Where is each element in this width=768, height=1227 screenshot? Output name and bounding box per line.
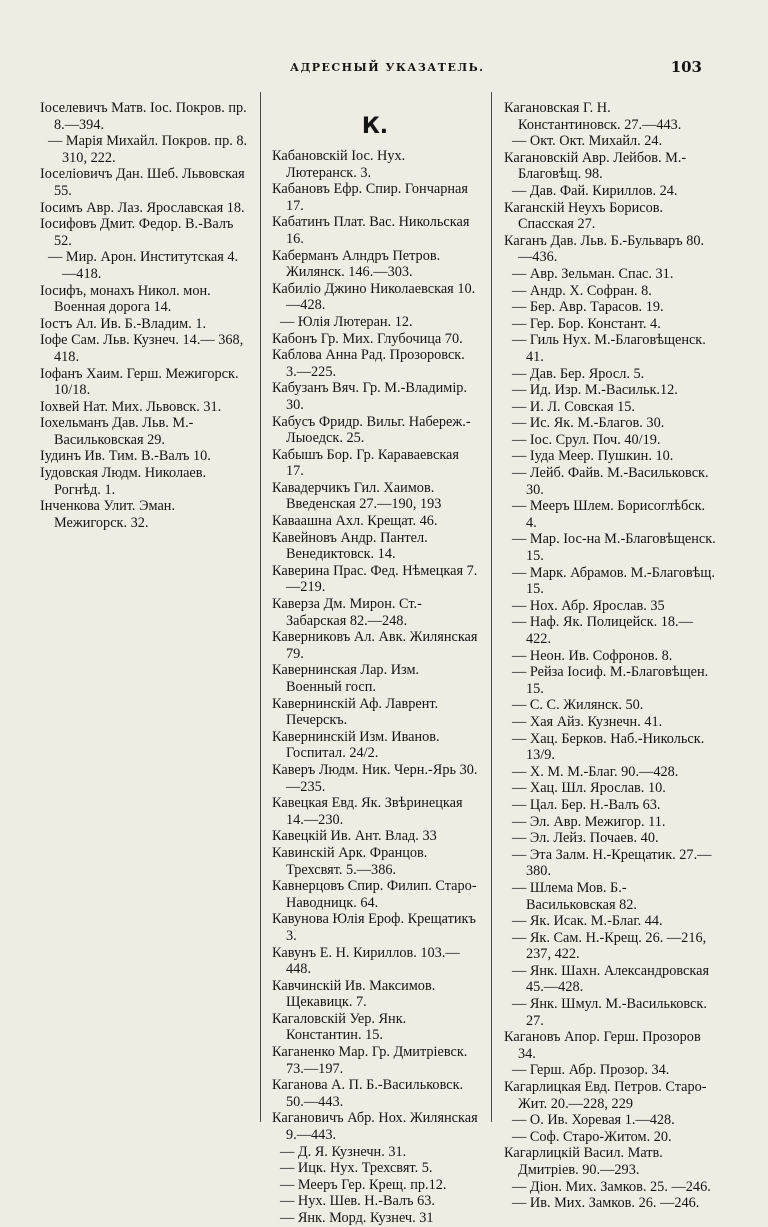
directory-entry: Кагановъ Апор. Герш. Прозоров 34. — [504, 1029, 705, 1062]
directory-entry: Кавернинская Лар. Изм. Военный госп. — [272, 662, 423, 695]
directory-entry: Кабановскій Іос. Нух. Лютеранск. 3. — [272, 148, 409, 181]
directory-entry: — Ив. Мих. Замков. 26. —246. — [512, 1195, 700, 1212]
page-number: 103 — [670, 58, 702, 76]
directory-entry: — Іуда Меер. Пушкин. 10. — [512, 448, 674, 465]
directory-entry: — Мар. Іос-на М.-Благовѣщенск. 15. — [512, 531, 720, 565]
directory-entry: — Нух. Шев. Н.-Валъ 63. — [280, 1193, 435, 1210]
column-divider — [491, 92, 492, 1122]
directory-entry: Кавунъ Е. Н. Кириллов. 103.—448. — [272, 944, 460, 978]
directory-entry: Кабышъ Бор. Гр. Караваевская 17. — [272, 446, 463, 480]
directory-entry: — Бер. Авр. Тарасов. 19. — [512, 299, 664, 316]
directory-entry: Іохельманъ Дав. Льв. М.-Васильковская 29. — [40, 415, 194, 448]
directory-entry: Іоселіовичъ Дан. Шеб. Львовская 55. — [40, 166, 249, 199]
directory-entry: — Андр. Х. Софран. 8. — [512, 282, 652, 299]
directory-entry: — Ид. Изр. М.-Васильк.12. — [512, 382, 678, 399]
directory-entry: — Эл. Лейз. Почаев. 40. — [512, 830, 659, 847]
directory-entry: — Янк. Морд. Кузнеч. 31 — [280, 1210, 434, 1226]
directory-entry: Кавецкій Ив. Ант. Влад. 33 — [272, 828, 437, 845]
directory-entry: Каверъ Людм. Ник. Черн.-Ярь 30.—235. — [272, 761, 478, 795]
directory-entry: Іосифъ, монахъ Никол. мон. Военная дорога 14. — [40, 282, 215, 316]
directory-entry: Каганенко Мар. Гр. Дмитріевск. 73.—197. — [272, 1044, 471, 1077]
directory-entry: — Янк. Шахн. Александровская 45.—428. — [512, 962, 713, 996]
directory-entry: Каваашна Ахл. Крещат. 46. — [272, 513, 438, 530]
directory-entry: — Наф. Як. Полицейск. 18.—422. — [512, 614, 693, 647]
directory-entry: — Гер. Бор. Констант. 4. — [512, 315, 661, 332]
directory-entry: — Лейб. Файв. М.-Васильковск. 30. — [512, 465, 713, 498]
directory-entry: — Эл. Авр. Межигор. 11. — [512, 813, 666, 830]
directory-entry: — Мееръ Шлем. Борисоглѣбск. 4. — [512, 498, 709, 531]
directory-entry: — Дав. Бер. Яросл. 5. — [512, 365, 645, 382]
directory-entry: Кабусъ Фридр. Вильг. Набереж.-Лыоедск. 25. — [272, 413, 471, 447]
directory-entry: Кагановская Г. Н. Константиновск. 27.—443. — [504, 100, 682, 133]
directory-entry: — Хац. Берков. Наб.-Никольск. 13/9. — [512, 730, 708, 764]
directory-entry: Іудинъ Ив. Тим. В.-Валъ 10. — [40, 448, 211, 465]
directory-entry: Кавейновъ Андр. Пантел. Венедиктовск. 14. — [272, 529, 432, 563]
column-3 — [504, 100, 720, 1212]
directory-entry: Інченкова Улит. Эман. Межигорск. 32. — [40, 498, 179, 531]
directory-entry: — Ис. Як. М.-Благов. 30. — [512, 415, 665, 432]
directory-entry: — Дав. Фай. Кириллов. 24. — [512, 182, 678, 199]
directory-entry: — С. С. Жилянск. 50. — [512, 697, 644, 714]
directory-entry: Іофе Сам. Льв. Кузнеч. 14.— 368, 418. — [40, 332, 247, 365]
directory-entry: — Цал. Бер. Н.-Валъ 63. — [512, 796, 661, 813]
directory-entry: — Як. Исак. М.-Благ. 44. — [512, 913, 663, 930]
column-divider — [260, 92, 261, 1122]
directory-entry: Кабонъ Гр. Мих. Глубочица 70. — [272, 330, 463, 347]
directory-entry: Іоселевичъ Матв. Іос. Покров. пр. 8.—394. — [40, 100, 251, 133]
directory-entry: Іосимъ Авр. Лаз. Ярославская 18. — [40, 199, 245, 216]
directory-entry: Іосифовъ Дмит. Федор. В.-Валъ 52. — [40, 216, 237, 249]
directory-entry: Кабузанъ Вяч. Гр. М.-Владимір. 30. — [272, 380, 471, 413]
directory-entry: — Неон. Ив. Софронов. 8. — [512, 647, 673, 664]
directory-entry: — Хая Айз. Кузнечн. 41. — [512, 713, 663, 730]
directory-entry: — Хац. Шл. Ярослав. 10. — [512, 780, 666, 797]
directory-entry: — Янк. Шмул. М.-Васильковск. 27. — [512, 996, 711, 1029]
directory-entry: Кабатинъ Плат. Вас. Никольская 16. — [272, 214, 473, 247]
directory-entry: Іудовская Людм. Николаев. Рогнѣд. 1. — [40, 465, 210, 498]
column-2 — [272, 100, 482, 1226]
directory-entry: — Эта Залм. Н.-Крещатик. 27.—380. — [512, 846, 712, 880]
directory-entry: Каганъ Дав. Льв. Б.-Бульваръ 80.—436. — [504, 232, 705, 266]
directory-entry: Каверина Прас. Фед. Нѣмецкая 7.—219. — [272, 562, 478, 596]
directory-entry: Кавадерчикъ Гил. Хаимов. Введенская 27.—190, 193 — [272, 479, 442, 513]
directory-entry: — Гиль Нух. М.-Благовѣщенск. 41. — [512, 332, 710, 365]
directory-entry: — Ицк. Нух. Трехсвят. 5. — [280, 1160, 433, 1177]
directory-entry: — Рейза Іосиф. М.-Благовѣщен. 15. — [512, 664, 712, 697]
directory-entry: Кавинскій Арк. Францов. Трехсвят. 5.—386. — [272, 844, 431, 878]
directory-entry: Іостъ Ал. Ив. Б.-Владим. 1. — [40, 315, 207, 332]
directory-entry: — Авр. Зельман. Спас. 31. — [512, 265, 674, 282]
directory-entry: — Х. М. М.-Благ. 90.—428. — [512, 763, 679, 780]
directory-entry: Кагарлицкая Евд. Петров. Старо-Жит. 20.—228, 229 — [504, 1079, 707, 1112]
directory-entry: Каверза Дм. Мирон. Ст.-Забарская 82.—248. — [272, 596, 422, 629]
directory-entry: — И. Л. Совская 15. — [512, 398, 635, 415]
directory-entry: — Як. Сам. Н.-Крещ. 26. —216, 237, 422. — [512, 929, 710, 963]
directory-entry: — Д. Я. Кузнечн. 31. — [280, 1143, 407, 1160]
running-title: АДРЕСНЫЙ УКАЗАТЕЛЬ. — [290, 61, 485, 74]
directory-entry: Каганскій Неухъ Борисов. Спасская 27. — [504, 199, 667, 233]
directory-entry: — Герш. Абр. Прозор. 34. — [512, 1062, 670, 1079]
directory-entry: — Марія Михайл. Покров. пр. 8. 310, 222. — [48, 133, 251, 166]
directory-entry: — Окт. Окт. Михайл. 24. — [512, 133, 663, 150]
directory-entry: — Діон. Мих. Замков. 25. —246. — [512, 1178, 711, 1195]
directory-entry: Кавчинскій Ив. Максимов. Щекавицк. 7. — [272, 977, 439, 1011]
page-header — [0, 58, 768, 80]
directory-entry: Кабановъ Ефр. Спир. Гончарная 17. — [272, 181, 472, 214]
directory-entry: Кавунова Юлія Ероф. Крещатикъ 3. — [272, 911, 480, 944]
directory-entry: — Юлія Лютеран. 12. — [280, 313, 413, 330]
directory-entry: Кагаловскій Уер. Янк. Константин. 15. — [272, 1010, 410, 1044]
directory-entry: Кагарлицкій Васил. Матв. Дмитріев. 90.—293. — [504, 1145, 667, 1178]
directory-entry: Кавернинскій Изм. Иванов. Госпитал. 24/2. — [272, 728, 444, 762]
directory-entry: — Марк. Абрамов. М.-Благовѣщ. 15. — [512, 564, 719, 598]
directory-entry: Каберманъ Алндръ Петров. Жилянск. 146.—303. — [272, 247, 444, 281]
directory-entry: — Іос. Срул. Поч. 40/19. — [512, 431, 661, 448]
directory-entry: Кагановскій Авр. Лейбов. М.-Благовѣщ. 98. — [504, 149, 687, 183]
directory-entry: Кавернинскій Аф. Лаврент. Печерскъ. — [272, 695, 442, 729]
directory-entry: Кагановичъ Абр. Нох. Жилянская 9.—443. — [272, 1110, 482, 1144]
directory-entry: Кавецкая Евд. Як. Звѣринецкая 14.—230. — [272, 795, 467, 828]
directory-entry: Каверниковъ Ал. Авк. Жилянская 79. — [272, 629, 482, 662]
directory-entry: Кабиліо Джино Николаевская 10.—428. — [272, 280, 476, 314]
directory-entry: Іофанъ Хаим. Герш. Межигорск. 10/18. — [40, 365, 243, 399]
directory-entry: — Нох. Абр. Ярослав. 35 — [512, 597, 665, 614]
directory-entry: Каблова Анна Рад. Прозоровск. 3.—225. — [272, 347, 469, 380]
directory-entry: — Мир. Арон. Институтская 4.—418. — [48, 249, 239, 282]
directory-entry: — Шлема Мов. Б.-Васильковская 82. — [512, 879, 638, 913]
directory-entry: — Соф. Старо-Житом. 20. — [512, 1128, 672, 1145]
directory-entry: Іохвей Нат. Мих. Львовск. 31. — [40, 398, 222, 415]
column-1 — [40, 100, 251, 1130]
directory-entry: — О. Ив. Хоревая 1.—428. — [512, 1112, 675, 1129]
directory-entry: Каганова А. П. Б.-Васильковск. 50.—443. — [272, 1077, 467, 1110]
directory-entry: Кавнерцовъ Спир. Филип. Старо-Наводницк. 64. — [272, 878, 477, 911]
letter-heading: К. — [361, 114, 389, 139]
directory-entry: — Мееръ Гер. Крещ. пр.12. — [280, 1176, 447, 1193]
